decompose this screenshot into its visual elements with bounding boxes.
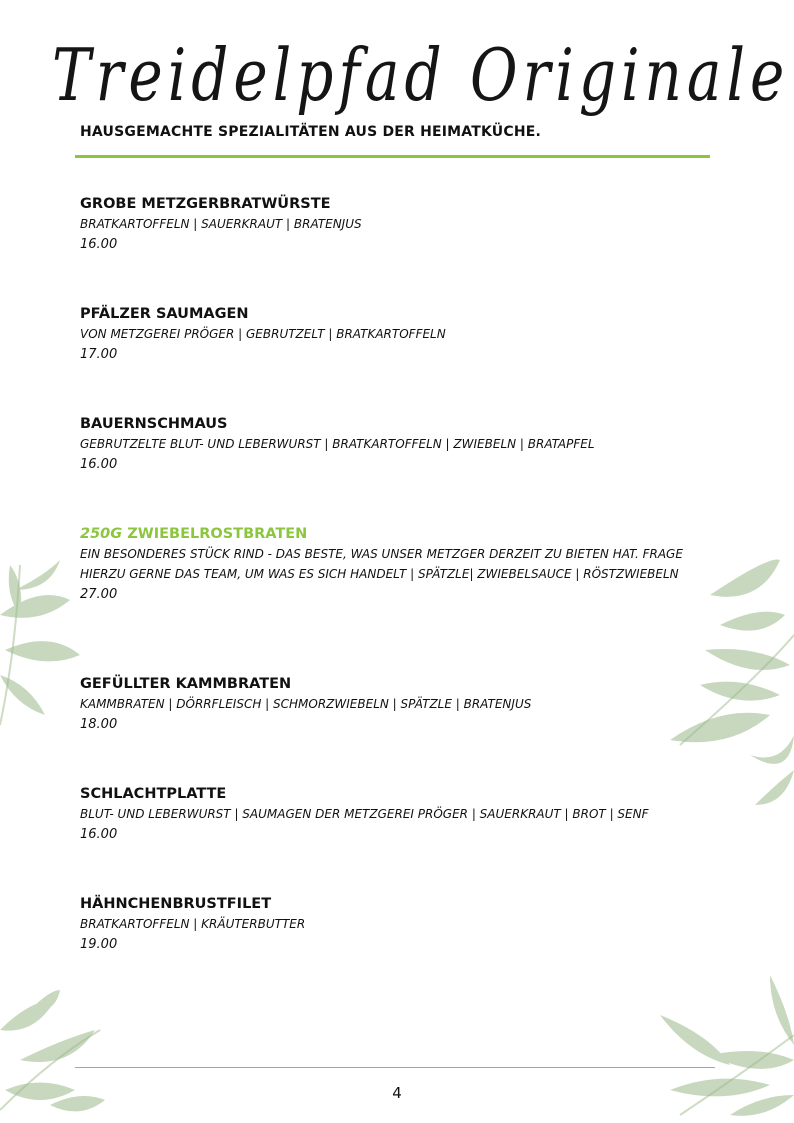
menu-item-name: BAUERNSCHMAUS: [80, 416, 228, 432]
menu-item-price: 16.00: [80, 237, 118, 252]
menu-item-name: HÄHNCHENBRUSTFILET: [80, 896, 272, 912]
menu-item-description: KAMMBRATEN | DÖRRFLEISCH | SCHMORZWIEBELN | SPÄTZLE | BRATENJUS: [80, 697, 532, 711]
menu-item: [80, 194, 720, 256]
menu-item-name: GROBE METZGERBRATWÜRSTE: [80, 196, 331, 212]
menu-item-description: BRATKARTOFFELN | SAUERKRAUT | BRATENJUS: [80, 217, 362, 231]
menu-item-name: SCHLACHTPLATTE: [80, 786, 227, 802]
menu-item-weight: 250G: [80, 526, 123, 542]
menu-item: [80, 674, 720, 736]
menu-item: [80, 894, 720, 956]
menu-item: [80, 304, 720, 366]
menu-item-price: 27.00: [80, 587, 118, 602]
menu-item-price: 18.00: [80, 717, 118, 732]
menu-item-featured: [80, 524, 720, 606]
leaf-branch-left-icon: [0, 555, 90, 735]
menu-item-description: VON METZGEREI PRÖGER | GEBRUTZELT | BRATKARTOFFELN: [80, 327, 446, 341]
page-subtitle: HAUSGEMACHTE SPEZIALITÄTEN AUS DER HEIMATKÜCHE.: [80, 124, 542, 140]
menu-item-name: [80, 524, 720, 544]
menu-item-description: GEBRUTZELTE BLUT- UND LEBERWURST | BRATKARTOFFELN | ZWIEBELN | BRATAPFEL: [80, 437, 595, 451]
leaf-branch-bottom-left-icon: [0, 990, 110, 1123]
menu-item-price: 19.00: [80, 937, 118, 952]
menu-item-name: PFÄLZER SAUMAGEN: [80, 306, 249, 322]
footer-divider: [75, 1067, 715, 1068]
menu-item-name: GEFÜLLTER KAMMBRATEN: [80, 676, 292, 692]
header-divider: [75, 155, 710, 158]
menu-item-name-text: ZWIEBELROSTBRATEN: [127, 526, 308, 542]
menu-item: [80, 414, 720, 476]
menu-item: [80, 784, 720, 846]
menu-item-price: 16.00: [80, 457, 118, 472]
menu-item-price: 17.00: [80, 347, 118, 362]
page-number: 4: [392, 1084, 402, 1102]
menu-item-description: EIN BESONDERES STÜCK RIND - DAS BESTE, WAS UNSER METZGER DERZEIT ZU BIETEN HAT. FRAGE HIERZU GERNE DAS TEAM, UM WAS ES SICH HANDELT | SPÄTZLE| ZWIEBELSAUCE | RÖSTZWIEBELN: [80, 547, 683, 581]
page-title: Treidelpfad Originale: [52, 32, 790, 118]
menu-item-price: 16.00: [80, 827, 118, 842]
menu-item-description: BRATKARTOFFELN | KRÄUTERBUTTER: [80, 917, 306, 931]
menu-item-description: BLUT- UND LEBERWURST | SAUMAGEN DER METZGEREI PRÖGER | SAUERKRAUT | BROT | SENF: [80, 807, 649, 821]
